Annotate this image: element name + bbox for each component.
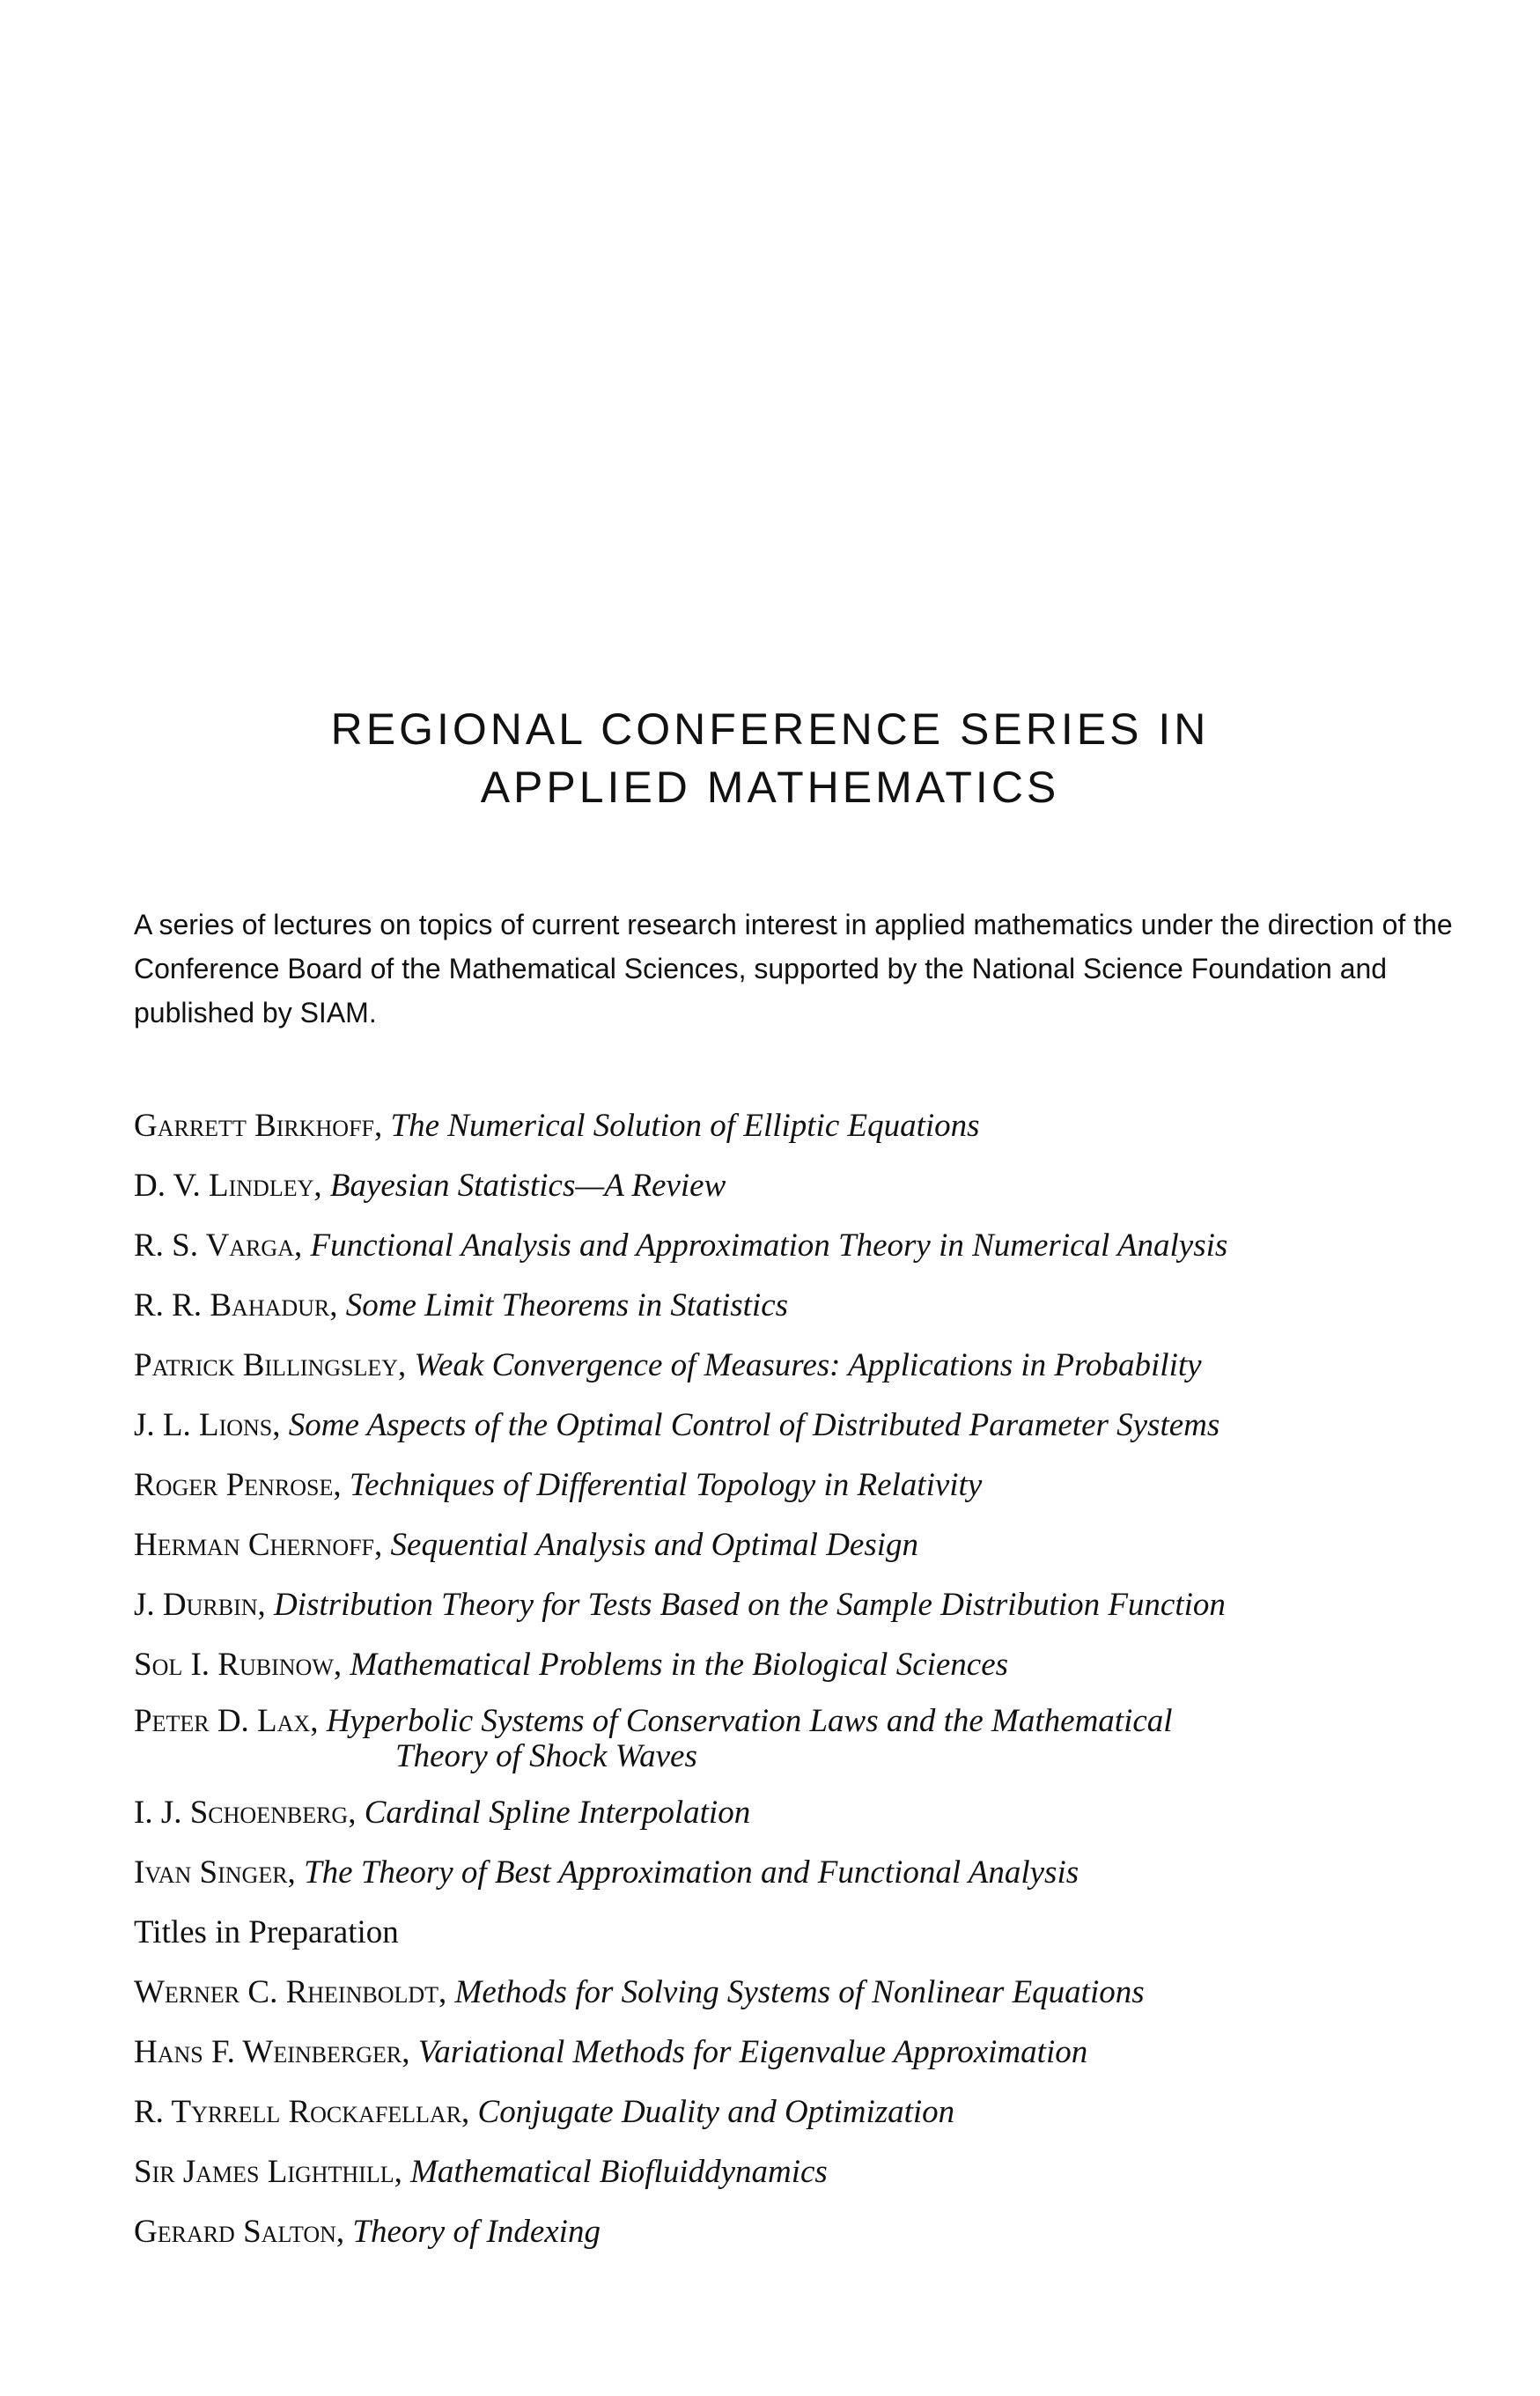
entry-author: Sir James Lighthill, xyxy=(134,2154,402,2190)
entry-author: Patrick Billingsley, xyxy=(134,1347,407,1383)
entry-title: Mathematical Biofluiddynamics xyxy=(410,2154,828,2190)
entry-title: Theory of Indexing xyxy=(352,2214,601,2250)
entry-title: Weak Convergence of Measures: Applications in Probability xyxy=(414,1347,1202,1383)
list-item xyxy=(134,1225,1507,1267)
entry-title: Variational Methods for Eigenvalue Approximation xyxy=(417,2034,1088,2070)
list-item xyxy=(134,2031,1507,2074)
list-item xyxy=(134,1972,1507,2014)
list-item xyxy=(134,2151,1507,2193)
list-item xyxy=(134,2211,1507,2253)
series-title xyxy=(0,700,1540,816)
entry-title: Functional Analysis and Approximation Theory in Numerical Analysis xyxy=(310,1227,1228,1264)
list-item xyxy=(134,1704,1507,1774)
entry-author: J. L. Lions, xyxy=(134,1407,281,1443)
entry-author: Ivan Singer, xyxy=(134,1854,296,1891)
entry-title: Distribution Theory for Tests Based on the Sample Distribution Function xyxy=(274,1587,1226,1623)
entry-author: R. Tyrrell Rockafellar, xyxy=(134,2094,470,2130)
entry-author: Herman Chernoff, xyxy=(134,1527,383,1563)
entry-title: Techniques of Differential Topology in Relativity xyxy=(349,1467,983,1503)
entry-author: R. R. Bahadur, xyxy=(134,1287,338,1323)
list-item xyxy=(134,1345,1507,1387)
entry-author: Roger Penrose, xyxy=(134,1467,342,1503)
entry-title: The Numerical Solution of Elliptic Equations xyxy=(390,1108,980,1144)
series-title-line-1: REGIONAL CONFERENCE SERIES IN xyxy=(330,704,1210,754)
list-item xyxy=(134,1584,1507,1626)
entry-title: Some Limit Theorems in Statistics xyxy=(345,1287,789,1323)
entry-author: Gerard Salton, xyxy=(134,2214,345,2250)
list-item xyxy=(134,1644,1507,1686)
list-item xyxy=(134,1524,1507,1567)
entry-author: I. J. Schoenberg, xyxy=(134,1795,357,1831)
list-item xyxy=(134,1792,1507,1834)
entry-author: D. V. Lindley, xyxy=(134,1168,322,1204)
entry-title: Hyperbolic Systems of Conservation Laws and the Mathematical xyxy=(326,1703,1173,1739)
entry-title: Sequential Analysis and Optimal Design xyxy=(390,1527,919,1563)
list-item xyxy=(134,1105,1507,1147)
entry-author: Werner C. Rheinboldt, xyxy=(134,1974,447,2010)
entry-title: Some Aspects of the Optimal Control of Distributed Parameter Systems xyxy=(288,1407,1220,1443)
list-item xyxy=(134,1165,1507,1207)
entry-author: Sol I. Rubinow, xyxy=(134,1647,343,1683)
series-title-line-2: APPLIED MATHEMATICS xyxy=(480,763,1060,812)
list-item xyxy=(134,2091,1507,2134)
titles-list xyxy=(134,1105,1507,2271)
list-item xyxy=(134,1852,1507,1894)
entry-author: Garrett Birkhoff, xyxy=(134,1108,383,1144)
list-item xyxy=(134,1404,1507,1447)
entry-title: Bayesian Statistics—A Review xyxy=(329,1168,726,1204)
preparation-heading: Titles in Preparation xyxy=(134,1914,399,1950)
entry-title: Conjugate Duality and Optimization xyxy=(477,2094,955,2130)
entry-title-continued: Theory of Shock Waves xyxy=(395,1738,697,1774)
entry-author: Peter D. Lax, xyxy=(134,1703,319,1739)
series-description: A series of lectures on topics of current research interest in applied mathematics under the direction of the Conference Board of the Mathematical Sciences, supported by the National Science Foundation and published by SIAM. xyxy=(134,909,1453,1028)
entry-title: Methods for Solving Systems of Nonlinear Equations xyxy=(454,1974,1145,2010)
entry-title: Mathematical Problems in the Biological Sciences xyxy=(350,1647,1009,1683)
entry-author: Hans F. Weinberger, xyxy=(134,2034,410,2070)
entry-author: J. Durbin, xyxy=(134,1587,266,1623)
entry-author: R. S. Varga, xyxy=(134,1227,303,1264)
list-item xyxy=(134,1285,1507,1327)
entry-title: Cardinal Spline Interpolation xyxy=(364,1795,751,1831)
entry-title: The Theory of Best Approximation and Functional Analysis xyxy=(304,1854,1079,1891)
list-item xyxy=(134,1464,1507,1507)
